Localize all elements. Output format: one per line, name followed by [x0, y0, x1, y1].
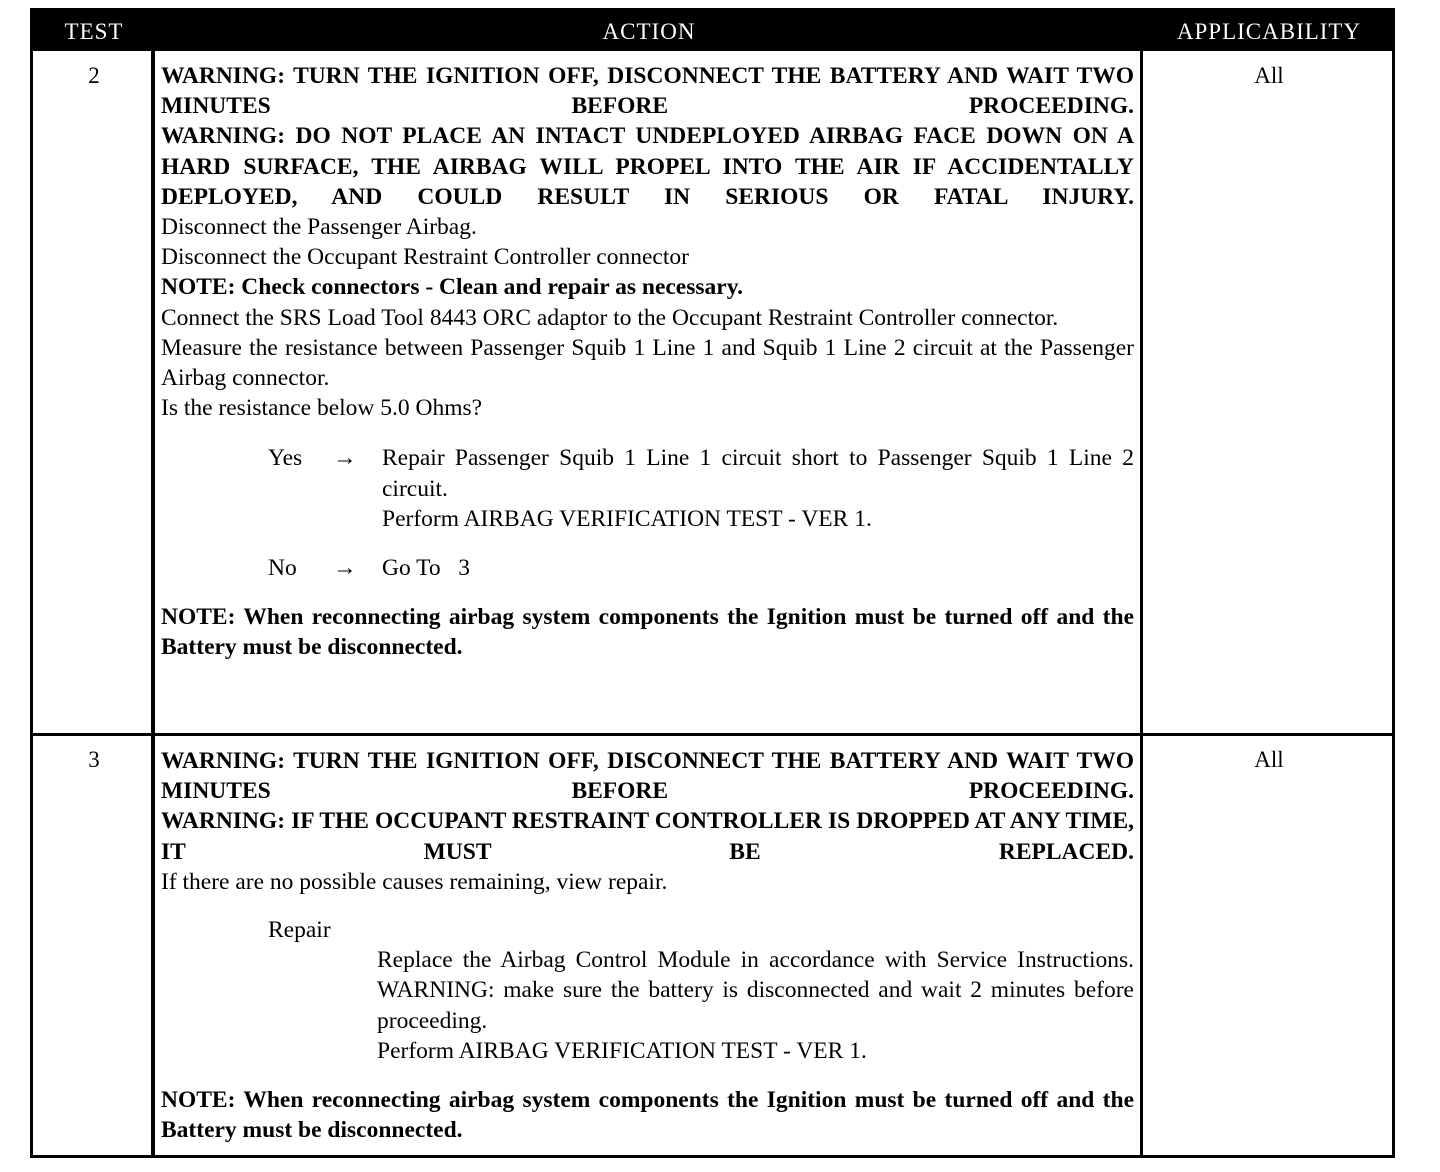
- column-divider: [1140, 51, 1143, 1155]
- no-text: Go To 3: [382, 555, 471, 582]
- warning-text: WARNING: DO NOT PLACE AN INTACT UNDEPLOYED AIRBAG FACE DOWN ON A HARD SURFACE, THE AIRBAG WILL PROPEL INTO THE AIR IF ACCIDENTALLY DEPLOYED, AND COULD RESULT IN SERIOUS OR FATAL INJURY.: [161, 123, 1134, 210]
- test-number: 2: [88, 63, 100, 88]
- step-text: Measure the resistance between Passenger Squib 1 Line 1 and Squib 1 Line 2 circuit at the Passenger Airbag connector.: [161, 334, 1134, 392]
- test-number: 3: [88, 747, 100, 772]
- row-divider: [33, 733, 1392, 736]
- arrow-icon: →: [333, 445, 357, 472]
- repair-verification: Perform AIRBAG VERIFICATION TEST - VER 1.: [377, 1037, 867, 1064]
- action-cell: [161, 746, 1134, 1145]
- step-text: If there are no possible causes remaining, view repair.: [161, 868, 668, 895]
- no-label: No: [268, 555, 297, 582]
- warning-text: WARNING: TURN THE IGNITION OFF, DISCONNECT THE BATTERY AND WAIT TWO MINUTES BEFORE PROCEEDING.: [161, 63, 1134, 120]
- diagnostic-table: [30, 8, 1395, 1158]
- step-text: Connect the SRS Load Tool 8443 ORC adaptor to the Occupant Restraint Controller connector.: [161, 304, 1059, 331]
- yes-label: Yes: [268, 445, 303, 472]
- action-cell: [161, 61, 1134, 663]
- question-text: Is the resistance below 5.0 Ohms?: [161, 395, 483, 422]
- table-header: [33, 11, 1392, 51]
- no-option: [161, 553, 1134, 583]
- note-text: NOTE: When reconnecting airbag system components the Ignition must be turned off and the Battery must be disconnected.: [161, 1087, 1134, 1144]
- repair-text: Replace the Airbag Control Module in accordance with Service Instructions. WARNING: make sure the battery is disconnected and wait 2 minutes before proceeding.: [377, 947, 1134, 1034]
- step-text: Disconnect the Passenger Airbag.: [161, 214, 477, 241]
- warning-text: WARNING: TURN THE IGNITION OFF, DISCONNECT THE BATTERY AND WAIT TWO MINUTES BEFORE PROCEEDING.: [161, 748, 1134, 805]
- step-text: Disconnect the Occupant Restraint Controller connector: [161, 244, 689, 271]
- yes-text: Repair Passenger Squib 1 Line 1 circuit short to Passenger Squib 1 Line 2 circuit.: [382, 445, 1134, 502]
- header-applicability: APPLICABILITY: [1176, 19, 1362, 44]
- header-test: TEST: [64, 19, 124, 44]
- note-text: NOTE: When reconnecting airbag system components the Ignition must be turned off and the Battery must be disconnected.: [161, 604, 1134, 661]
- note-text: NOTE: Check connectors - Clean and repair as necessary.: [161, 274, 744, 301]
- arrow-icon: →: [333, 555, 357, 582]
- yes-verification: Perform AIRBAG VERIFICATION TEST - VER 1.: [382, 505, 872, 532]
- yes-option: [161, 443, 1134, 534]
- repair-label: Repair: [268, 917, 331, 944]
- applicability-value: All: [1254, 63, 1284, 88]
- warning-text: WARNING: IF THE OCCUPANT RESTRAINT CONTROLLER IS DROPPED AT ANY TIME, IT MUST BE REPLACED.: [161, 808, 1134, 865]
- column-divider: [151, 51, 155, 1155]
- applicability-value: All: [1254, 747, 1284, 772]
- header-action: ACTION: [602, 19, 696, 44]
